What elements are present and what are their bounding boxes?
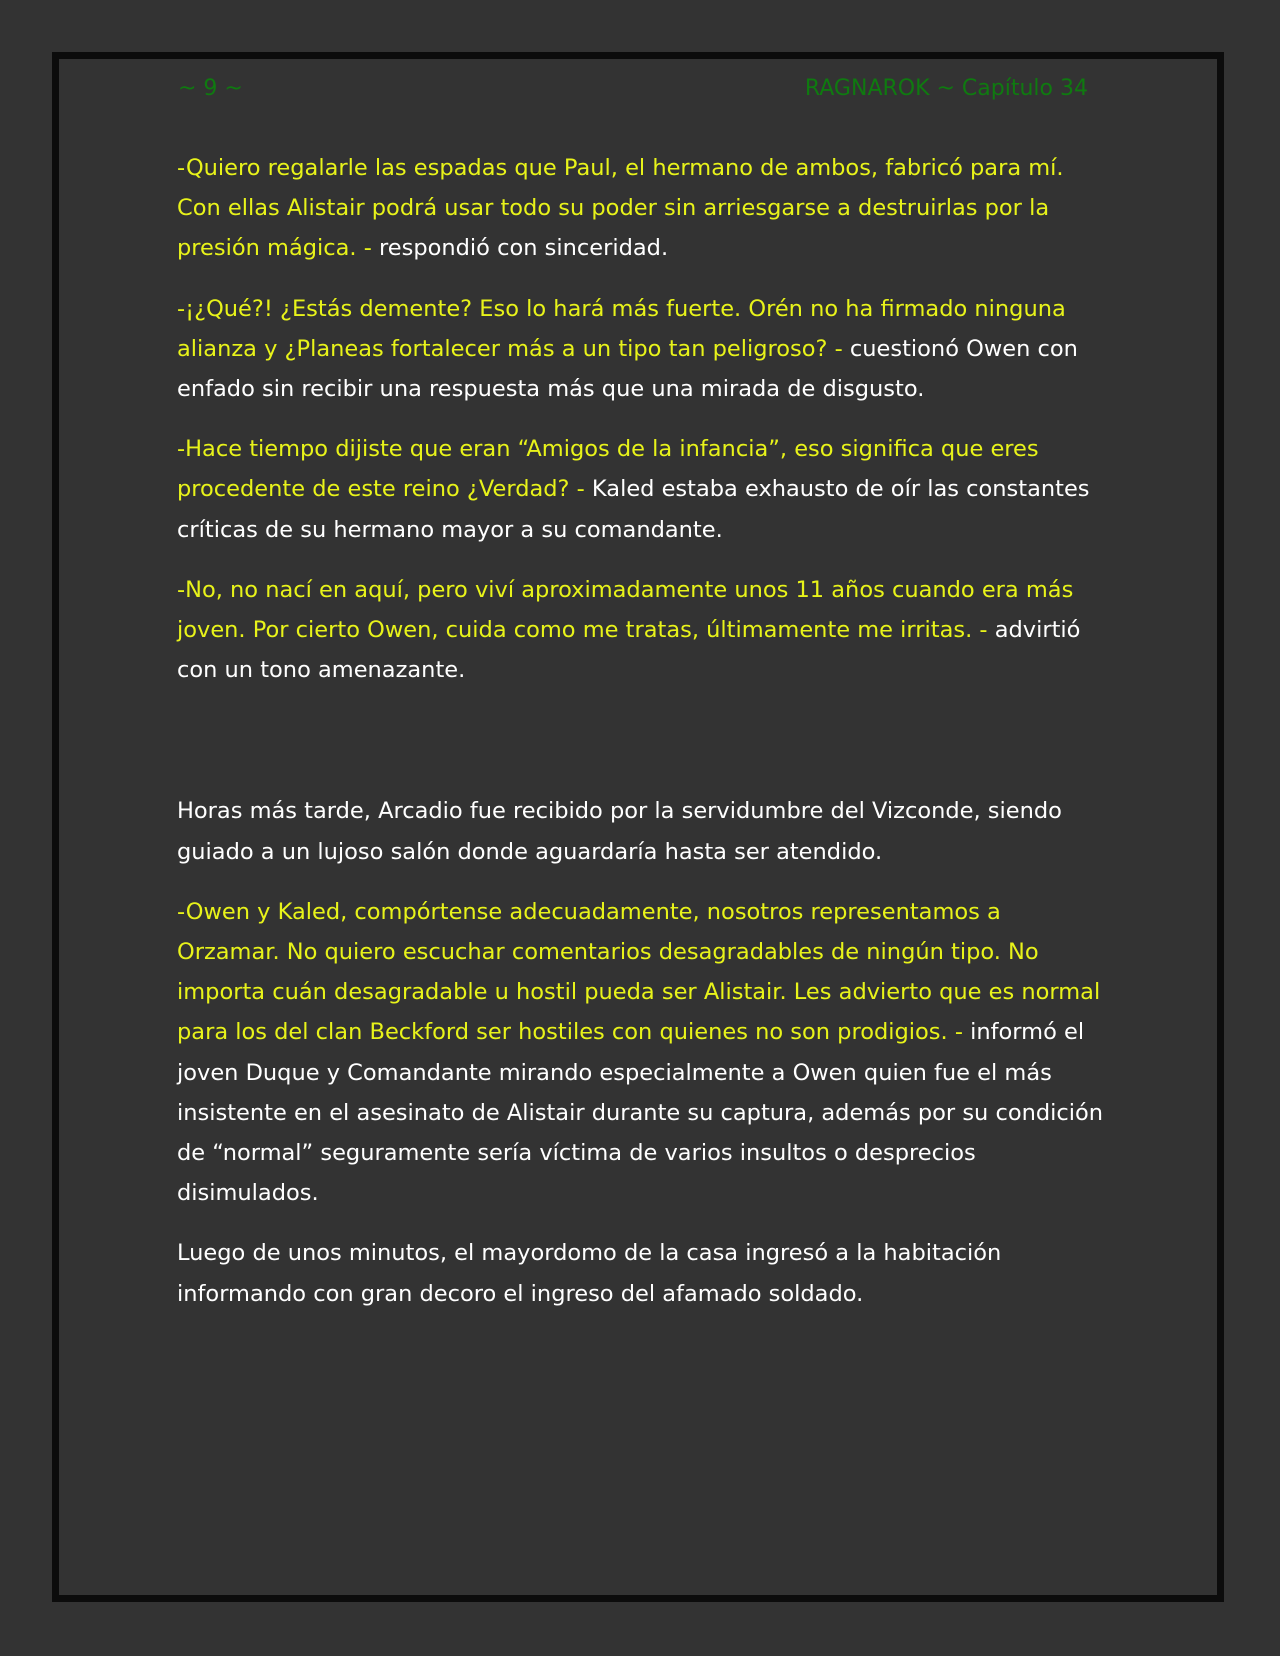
dialogue: -Quiero regalarle las espadas que Paul, el hermano de ambos, fabricó para mí. Con ellas Alistair podrá usar todo su poder sin arriesgarse a destruirlas por la presión mágica. - [177, 155, 1064, 262]
narration: advirtió con un tono amenazante. [177, 617, 1081, 684]
dialogue: -No, no nací en aquí, pero viví aproximadamente unos 11 años cuando era más joven. Por cierto Owen, cuida como me tratas, últimamente me irritas. - [177, 576, 1074, 644]
paragraph [177, 1233, 1107, 1313]
paragraph [177, 570, 1107, 691]
body-text [177, 148, 1107, 1334]
narration: Luego de unos minutos, el mayordomo de la casa ingresó a la habitación informando con gran decoro el ingreso del afamado soldado. [177, 1240, 1002, 1307]
dialogue: -Hace tiempo dijiste que eran “Amigos de la infancia”, eso significa que eres procedente de este reino ¿Verdad? - [177, 436, 1039, 503]
paragraph [177, 429, 1107, 550]
scene-break [177, 710, 1107, 791]
paragraph [177, 892, 1107, 1214]
narration: Horas más tarde, Arcadio fue recibido por la servidumbre del Vizconde, siendo guiado a un lujoso salón donde aguardaría hasta ser atendido. [177, 798, 1062, 865]
page-header [170, 76, 1088, 112]
running-title: RAGNAROK ~ Capítulo 34 [804, 76, 1088, 101]
paragraph [177, 791, 1107, 871]
narration: informó el joven Duque y Comandante mirando especialmente a Owen quien fue el más insistente en el asesinato de Alistair durante su captura, además por su condición de “normal” seguramente sería víctima de varios insultos o desprecios disimulados. [177, 1019, 1104, 1207]
paragraph [177, 289, 1107, 410]
narration: cuestionó Owen con enfado sin recibir una respuesta más que una mirada de disgusto. [177, 335, 1078, 403]
dialogue: -¡¿Qué?! ¿Estás demente? Eso lo hará más fuerte. Orén no ha firmado ninguna alianza y ¿Planeas fortalecer más a un tipo tan peligroso? - [177, 295, 1066, 362]
page-number: ~ 9 ~ [178, 76, 243, 101]
dialogue: -Owen y Kaled, compórtense adecuadamente, nosotros representamos a Orzamar. No quiero escuchar comentarios desagradables de ningún tipo. No importa cuán desagradable u hostil pueda ser Alistair. Les advierto que es normal para los del clan Beckford ser hostiles con quienes no son prodigios. - [177, 898, 1101, 1046]
narration: respondió con sinceridad. [371, 235, 669, 262]
narration: Kaled estaba exhausto de oír las constantes críticas de su hermano mayor a su comandante. [177, 476, 1090, 543]
paragraph [177, 148, 1107, 269]
